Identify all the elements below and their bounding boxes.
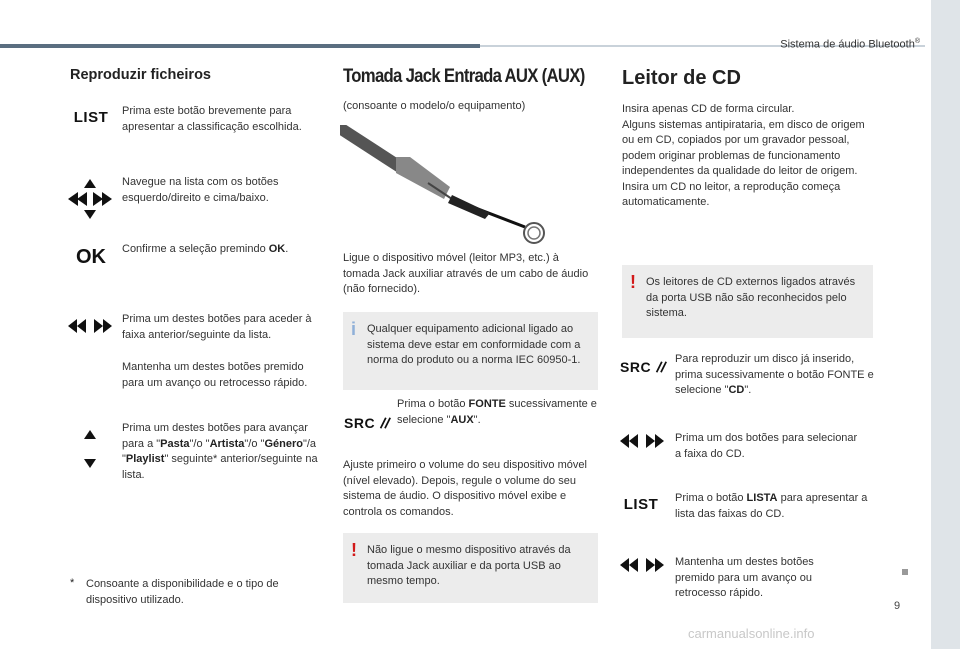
ok-button-icon: OK: [76, 245, 106, 268]
warning-note: [343, 533, 598, 603]
prev-next-text-1: Prima um destes botões para aceder à faixa anterior/seguinte da lista.: [122, 313, 312, 341]
list-button-icon: LIST: [73, 108, 109, 126]
src-button-icon: SRC: [344, 413, 392, 433]
section-header: Sistema de áudio Bluetooth®: [780, 38, 920, 51]
cd-intro: Insira apenas CD de forma circular. Alguns sistemas antipirataria, em disco de origem ou em CD, copiados por um gravador pessoal, podem originar problemas de funcionamento independentes da qualidade do leitor de origem. Insira um CD no leitor, a reprodução começa automaticamente.: [622, 103, 865, 208]
info-note: [343, 312, 598, 390]
fast-forward-arrows-icon: [620, 557, 664, 573]
header-bar: [0, 44, 480, 48]
warning-icon: !: [630, 272, 636, 292]
prev-next-text-2: Mantenha um destes botões premido para um avanço ou retrocesso rápido.: [122, 361, 308, 389]
col2-title: Tomada Jack Entrada AUX (AUX): [343, 66, 585, 87]
list-button-icon: LIST: [623, 495, 659, 513]
adjust-text: Ajuste primeiro o volume do seu dispositivo móvel (nível elevado). Depois, regule o volume do seu sistema de áudio. O dispositivo móvel exibe e controla os comandos.: [343, 459, 587, 518]
footnote-star: *: [70, 577, 75, 589]
page-edge-strip: [931, 0, 960, 649]
page-marker: [902, 569, 908, 575]
footnote: Consoante a disponibilidade e o tipo de dispositivo utilizado.: [86, 578, 279, 606]
warning-note-text: Não ligue o mesmo dispositivo através da tomada Jack auxiliar e da porta USB ao mesmo tempo.: [367, 544, 571, 587]
cd-src-text: Para reproduzir um disco já inserido, prima sucessivamente o botão FONTE e selecione "CD".: [675, 353, 874, 396]
up-down-arrows-icon: [80, 430, 100, 468]
src-text: Prima o botão FONTE sucessivamente e selecione "AUX".: [397, 398, 597, 426]
cd-warning-note-text: Os leitores de CD externos ligados através da porta USB não são reconhecidos pelo sistema.: [646, 276, 856, 319]
col1-title: Reproduzir ficheiros: [70, 67, 211, 83]
page-number: 9: [894, 600, 901, 612]
cd-list-text: Prima o botão LISTA para apresentar a lista das faixas do CD.: [675, 492, 868, 520]
connect-text: Ligue o dispositivo móvel (leitor MP3, etc.) à tomada Jack auxiliar através de um cabo de áudio (não fornecido).: [343, 252, 589, 295]
list-text: Prima este botão brevemente para apresentar a classificação escolhida.: [122, 105, 302, 133]
col2-subtitle: (consoante o modelo/o equipamento): [343, 100, 526, 112]
jack-plug-illustration: [340, 125, 550, 245]
info-note-text: Qualquer equipamento adicional ligado ao sistema deve estar em conformidade com a norma do produto ou a norma IEC 60950-1.: [367, 323, 581, 366]
col3-title: Leitor de CD: [622, 67, 741, 89]
folder-text: Prima um destes botões para avançar para a "Pasta"/o "Artista"/o "Género"/a "Playlist" seguinte* anterior/seguinte na lista.: [122, 422, 318, 481]
cd-warning-note: [622, 265, 873, 338]
warning-icon: !: [351, 540, 357, 560]
cd-track-text: Prima um dos botões para selecionar a faixa do CD.: [675, 432, 858, 460]
cd-fast-text: Mantenha um destes botões premido para um avanço ou retrocesso rápido.: [675, 556, 814, 599]
navigate-arrows-icon: [66, 177, 114, 221]
ok-text: Confirme a seleção premindo OK.: [122, 243, 289, 255]
watermark: carmanualsonline.info: [688, 626, 815, 641]
src-button-icon: SRC: [620, 357, 668, 377]
info-icon: i: [351, 319, 357, 339]
prev-next-arrows-icon: [620, 433, 664, 449]
navigate-text: Navegue na lista com os botões esquerdo/direito e cima/baixo.: [122, 176, 279, 204]
prev-next-arrows-icon: [68, 318, 112, 334]
